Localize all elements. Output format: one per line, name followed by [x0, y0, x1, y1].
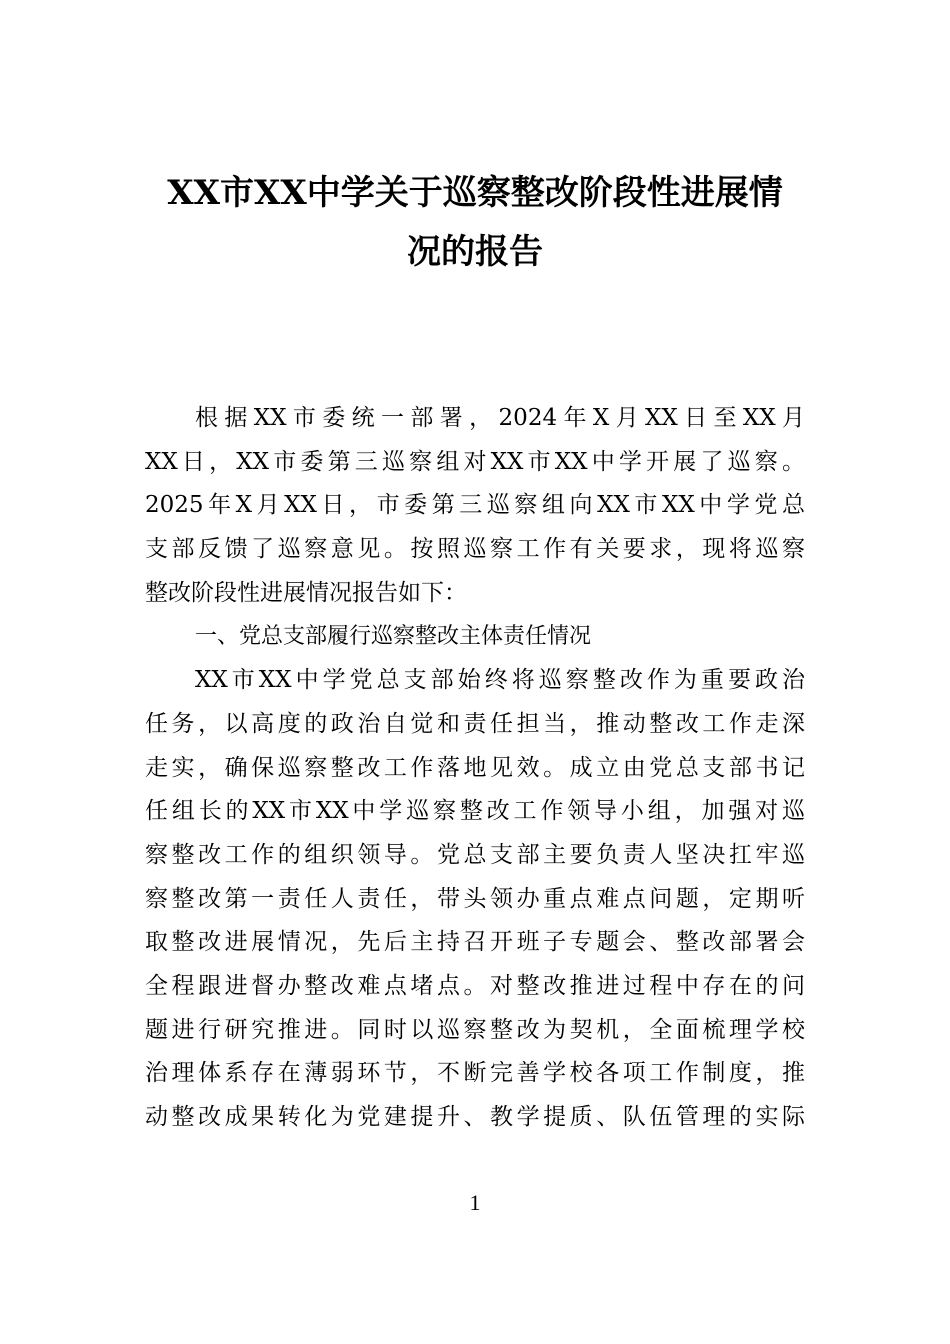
title-line-2: 况的报告	[407, 232, 543, 272]
section-heading: 一、党总支部履行巡察整改主体责任情况	[195, 624, 592, 650]
paragraph-1	[145, 397, 805, 615]
paragraph-line: 全程跟进督办整改难点堵点。对整改推进过程中存在的问	[145, 972, 805, 999]
paragraph-line: 根据XX市委统一部署，2024年X月XX日至XX月	[195, 405, 805, 431]
paragraph-line: 动整改成果转化为党建提升、教学提质、队伍管理的实际	[145, 1104, 805, 1130]
paragraph-line: 察整改工作的组织领导。党总支部主要负责人坚决扛牢巡	[145, 841, 805, 868]
paragraph-line: 支部反馈了巡察意见。按照巡察工作有关要求，现将巡察	[145, 536, 805, 563]
paragraph-line: 走实，确保巡察整改工作落地见效。成立由党总支部书记	[145, 754, 805, 781]
paragraph-line: 任务，以高度的政治自觉和责任担当，推动整改工作走深	[145, 710, 805, 737]
document-title	[120, 165, 830, 280]
paragraph-2	[145, 659, 805, 1140]
paragraph-line: 察整改第一责任人责任，带头领办重点难点问题，定期听	[145, 885, 805, 912]
title-line-1: XX市XX中学关于巡察整改阶段性进展情	[167, 173, 783, 213]
paragraph-line: 任组长的XX市XX中学巡察整改工作领导小组，加强对巡	[145, 798, 805, 825]
paragraph-line: 2025年X月XX日，市委第三巡察组向XX市XX中学党总	[145, 492, 805, 519]
paragraph-line: 整改阶段性进展情况报告如下：	[145, 579, 467, 606]
paragraph-line: XX日，XX市委第三巡察组对XX市XX中学开展了巡察。	[145, 448, 805, 475]
paragraph-line: 治理体系存在薄弱环节，不断完善学校各项工作制度，推	[145, 1060, 805, 1087]
paragraph-line: 取整改进展情况，先后主持召开班子专题会、整改部署会	[145, 929, 805, 956]
page-number: 1	[469, 1190, 481, 1215]
paragraph-line: 题进行研究推进。同时以巡察整改为契机，全面梳理学校	[145, 1016, 805, 1043]
paragraph-line: XX市XX中学党总支部始终将巡察整改作为重要政治	[195, 667, 805, 694]
document-body	[145, 397, 805, 1140]
